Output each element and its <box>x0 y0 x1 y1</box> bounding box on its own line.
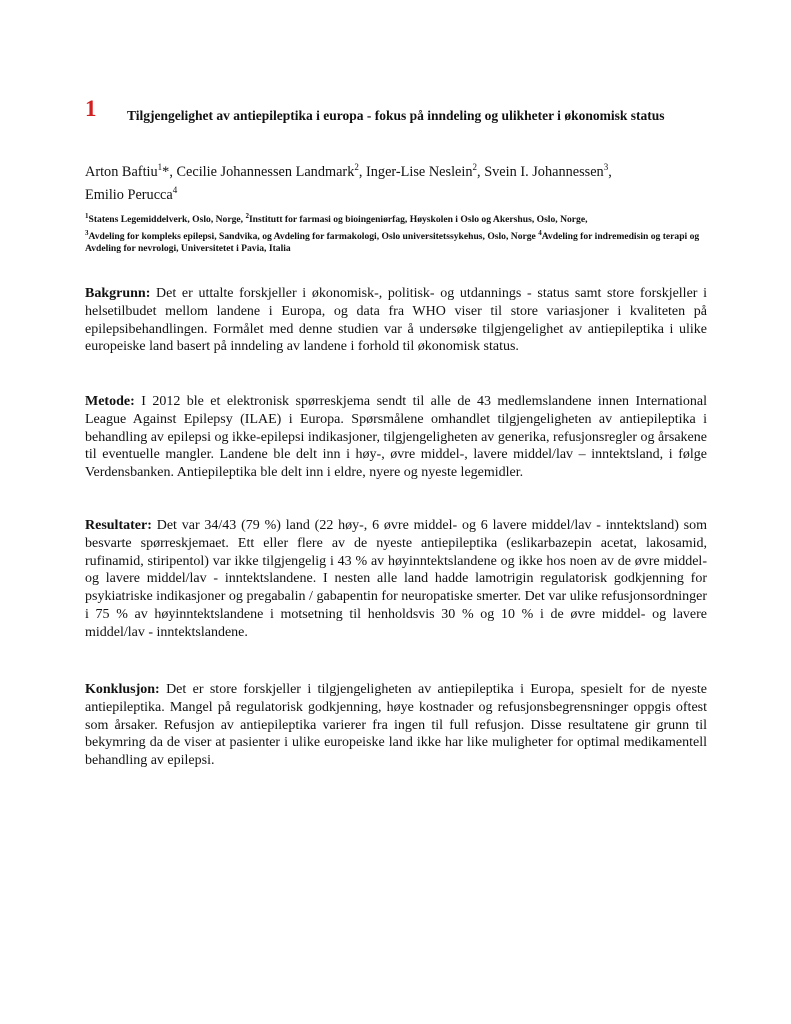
affiliation-marker: 3 <box>85 228 89 237</box>
affiliation-marker: 2 <box>245 212 249 220</box>
section-text: Det er store forskjeller i tilgjengeligheten av antiepileptika i Europa, spesielt for de nyeste antiepileptika. Mangel på regulatorisk godkjenning, høye kostnader og refusjonsbegrensninger oppgis oftest som årsaker. Refusjon av antiepileptika varierer fra ingen til full refusjon. Disse resultatene gir grunn til bekymring da de viser at pasienter i ulike europeiske land ikke har like muligheter for optimal medikamentell behandling av epilepsi. <box>85 682 707 769</box>
section-label: Bakgrunn: <box>85 286 151 301</box>
author-affiliation-marker: 2 <box>472 162 478 172</box>
section-method <box>85 393 707 482</box>
author-name: Emilio Perucca <box>85 186 173 203</box>
section-text: Det er uttalte forskjeller i økonomisk-, politisk- og utdannings - status samt store forskjeller i helsetilbudet mellom landene i Europa, og data fra WHO viser til store variasjoner i kvaliteten på epilepsibehandlingen. Formålet med denne studien var å undersøke tilgjengelighet av antiepileptika i ulike europeiske land basert på inndeling av landene i forhold til økonomisk status. <box>85 286 708 355</box>
section-results <box>85 517 707 642</box>
affiliation-marker: 4 <box>538 228 542 237</box>
author-affiliation-marker: 2 <box>354 162 359 172</box>
section-conclusion <box>85 681 707 770</box>
section-label: Resultater: <box>85 518 152 533</box>
author-affiliation-marker: 3 <box>603 162 609 172</box>
affiliation-text: Institutt for farmasi og bioingeniørfag, Høyskolen i Oslo og Akershus, Oslo, Norge, <box>248 214 588 226</box>
section-label: Konklusjon: <box>85 682 160 697</box>
affiliation-marker: 1 <box>85 212 89 220</box>
author-affiliation-marker: 1 <box>157 162 163 172</box>
section-text: I 2012 ble et elektronisk spørreskjema sendt til alle de 43 medlemslandene innen International League Against Epilepsy (ILAE) i Europa. Spørsmålene omhandlet tilgjengeligheten av antiepileptika i behandling av epilepsi og ikke-epilepsi indikasjoner, tilgjengeligheten av generika, refusjonsregler og årsakene til eventuelle mangler. Landene ble delt inn i høy-, øvre middel-, lavere middel/lav – inntektsland, i følge Verdensbanken. Antiepileptika ble delt inn i eldre, nyere og nyeste legemidler. <box>85 394 707 481</box>
author-name: Svein I. Johannessen <box>484 163 604 180</box>
author-affiliation-marker: 4 <box>172 184 178 195</box>
affiliation-text: Statens Legemiddelverk, Oslo, Norge, <box>88 214 246 226</box>
affiliation-text: Avdeling for kompleks epilepsi, Sandvika, og Avdeling for farmakologi, Oslo universitetssykehus, Oslo, Norge <box>88 230 539 242</box>
section-background <box>85 285 707 356</box>
corresponding-author-marker: * <box>162 163 170 180</box>
section-text: Det var 34/43 (79 %) land (22 høy-, 6 øvre middel- og 6 lavere middel/lav - inntektsland) som besvarte spørreskjemaet. Ett eller flere av de nyeste antiepileptika (eslikarbazepin acetat, lakosamid, rufinamid, stiripentol) var ikke tilgjengelig i 43 % av høyinntektslandene og ikke hos noen av de øvre middel- og lavere middel/lav - inntektslandene. I nesten alle land hadde lamotrigin regulatorisk godkjenning for psykiatriske indikasjoner og pregabalin / gabapentin for neuropatiske smerter. Det var ulike refusjonsordninger i 75 % av høyinntektslandene i motsetning til henholdsvis 30 % og 10 % i de øvre middel- og lavere middel/lav - inntektslandene. <box>85 518 708 640</box>
author-name: Cecilie Johannessen Landmark <box>176 163 355 180</box>
affiliation-text: Avdeling for indremedisin og terapi og Avdeling for nevrologi, Universitetet i Pavia, Italia <box>85 230 700 255</box>
affiliation-list <box>85 210 710 256</box>
author-name: Inger-Lise Neslein <box>366 163 473 180</box>
abstract-number: 1 <box>85 96 97 121</box>
abstract-title: Tilgjengelighet av antiepileptika i europa - fokus på inndeling og ulikheter i økonomisk status <box>127 108 665 123</box>
author-list: Arton Baftiu$^1$*, Cecilie Johannessen Landmark$^2$, Inger-Lise Neslein$^2$, Svein I. Johannessen$^3$, Emilio Perucca$^4$ <box>85 162 612 203</box>
author-name: Arton Baftiu <box>85 163 158 180</box>
section-label: Metode: <box>85 394 135 409</box>
